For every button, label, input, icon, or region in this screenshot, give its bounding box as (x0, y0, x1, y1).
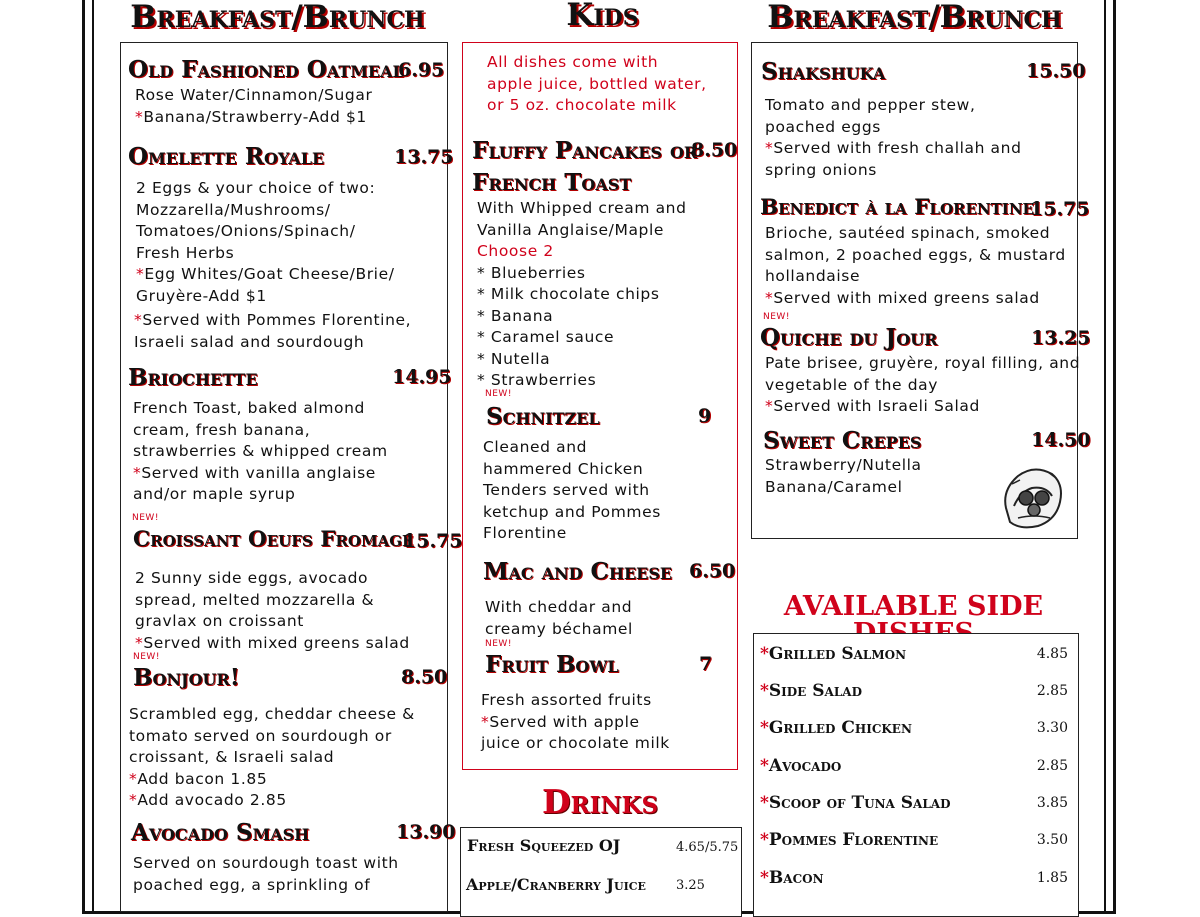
side-name: *Side Salad (760, 681, 862, 701)
item-title-bonjour: Bonjour! (133, 664, 240, 691)
side-dishes-title: AVAILABLE SIDE (783, 591, 1044, 622)
note-line: *Served with apple (481, 712, 640, 731)
intro-line: or 5 oz. chocolate milk (487, 96, 677, 114)
item-desc-avocado-smash (133, 853, 399, 896)
item-price-fruit-bowl: 7 (699, 653, 713, 675)
desc-line: With cheddar and (485, 598, 633, 616)
kids-intro (487, 52, 707, 117)
item-desc-briochette (133, 398, 388, 506)
desc-line: Fresh assorted fruits (481, 691, 652, 709)
item-price-avocado-smash: 13.90 (396, 821, 456, 843)
side-name-text: Bacon (768, 868, 824, 888)
new-badge: NEW! (485, 639, 512, 649)
desc-line: Cleaned and (483, 438, 588, 456)
note-text: Served with apple (489, 712, 640, 731)
option-line: * Banana (477, 306, 554, 325)
new-badge: NEW! (485, 389, 512, 399)
side-row (754, 756, 1078, 780)
side-price: 1.85 (1036, 870, 1068, 886)
desc-line: poached egg, a sprinkling of (133, 875, 371, 894)
item-desc-fruit-bowl (481, 690, 670, 755)
side-price: 3.50 (1036, 832, 1068, 848)
crepe-illustration-icon (1000, 462, 1066, 532)
left-column-header: Breakfast/Brunch (130, 0, 425, 35)
note-line: *Banana/Strawberry-Add $1 (135, 107, 367, 126)
desc-line: hollandaise (765, 267, 861, 285)
side-name-text: Grilled Salmon (768, 644, 907, 664)
intro-line: apple juice, bottled water, (487, 74, 707, 93)
side-name-text: Grilled Chicken (768, 718, 912, 738)
item-desc-bonjour (129, 704, 415, 812)
right-column-header: Breakfast/Brunch (767, 0, 1062, 35)
item-price-croissant: 15.75 (403, 530, 463, 552)
item-price-benedict: 15.75 (1030, 198, 1090, 220)
note-line: Israeli salad and sourdough (134, 332, 365, 351)
note-line: *Served with Pommes Florentine, (134, 311, 412, 329)
desc-line: Florentine (483, 524, 567, 542)
item-desc-schnitzel (483, 437, 661, 545)
side-name: *Grilled Chicken (760, 718, 912, 738)
note-line: *Served with mixed greens salad (135, 633, 410, 652)
desc-line: Brioche, sautéed spinach, smoked (765, 224, 1051, 242)
side-price: 3.85 (1036, 795, 1068, 811)
desc-line: Served on sourdough toast with (133, 854, 399, 872)
item-price-pancakes: 8.50 (691, 139, 738, 161)
option-line: * Milk chocolate chips (477, 285, 660, 303)
side-name: *Bacon (760, 868, 824, 888)
note-line: Gruyère-Add $1 (136, 286, 267, 305)
item-price-shakshuka: 15.50 (1026, 60, 1086, 82)
desc-line: strawberries & whipped cream (133, 442, 388, 460)
note-text: Served with fresh challah and (773, 139, 1022, 157)
side-name: *Pommes Florentine (760, 830, 939, 850)
new-badge: NEW! (763, 312, 790, 322)
item-desc-mac-and-cheese (485, 597, 633, 640)
item-desc-benedict (765, 223, 1066, 309)
item-price-briochette: 14.95 (392, 366, 452, 388)
note-text: Served with vanilla anglaise (141, 463, 376, 482)
note-text: Served with mixed greens salad (773, 288, 1040, 307)
title-line: Fluffy Pancakes or (472, 137, 698, 164)
side-row (754, 644, 1078, 668)
side-price: 2.85 (1036, 683, 1068, 699)
side-name-text: Avocado (768, 756, 842, 776)
item-title-shakshuka: Shakshuka (761, 58, 886, 85)
desc-line: poached eggs (765, 117, 881, 136)
item-title-omelette: Omelette Royale (128, 143, 325, 170)
desc-line: Banana/Caramel (765, 477, 903, 496)
note-line: and/or maple syrup (133, 485, 296, 503)
desc-line: Strawberry/Nutella (765, 456, 922, 474)
note-line: *Add avocado 2.85 (129, 791, 287, 809)
side-name: *Avocado (760, 756, 842, 776)
item-title-briochette: Briochette (128, 364, 258, 391)
side-price: 3.30 (1036, 720, 1068, 736)
item-desc-shakshuka (765, 95, 1022, 181)
desc-line: Vanilla Anglaise/Maple (477, 220, 665, 239)
note-line: spring onions (765, 160, 877, 179)
item-title-quiche: Quiche du Jour (760, 324, 938, 351)
side-name-text: Scoop of Tuna Salad (768, 793, 951, 813)
item-title-croissant: Croissant Oeufs Fromage (133, 527, 414, 552)
side-price: 2.85 (1036, 758, 1068, 774)
intro-line: All dishes come with (487, 53, 659, 71)
note-text: Served with Israeli Salad (773, 397, 980, 415)
side-row (754, 718, 1078, 742)
item-desc-sweet-crepes (765, 455, 922, 498)
note-line: *Served with mixed greens salad (765, 288, 1040, 307)
side-row (754, 830, 1078, 854)
item-desc-pancakes (477, 198, 687, 392)
desc-line: croissant, & Israeli salad (129, 748, 335, 766)
desc-line: Scrambled egg, cheddar cheese & (129, 705, 415, 723)
option-line: * Strawberries (477, 371, 597, 389)
desc-line: Rose Water/Cinnamon/Sugar (135, 86, 373, 104)
note-text: Served with mixed greens salad (143, 633, 410, 652)
item-title-schnitzel: Schnitzel (486, 403, 600, 430)
item-title-oatmeal: Old Fashioned Oatmeal (128, 56, 404, 83)
title-line: French Toast (472, 169, 632, 196)
side-row (754, 793, 1078, 817)
item-desc-croissant (135, 568, 410, 654)
drink-price: 4.65/5.75 (676, 840, 739, 855)
desc-line: vegetable of the day (765, 375, 939, 394)
desc-line: Mozzarella/Mushrooms/ (136, 200, 331, 219)
drinks-title: Drinks (541, 782, 659, 821)
item-desc-quiche (765, 353, 1080, 418)
new-badge: NEW! (132, 513, 159, 523)
item-desc-oatmeal (135, 85, 372, 128)
item-title-mac-and-cheese: Mac and Cheese (483, 558, 673, 585)
side-row (754, 868, 1078, 892)
item-price-oatmeal: 6.95 (398, 59, 445, 81)
side-name-text: Side Salad (768, 681, 862, 701)
note-line: *Served with fresh challah and (765, 139, 1022, 157)
note-text: Egg Whites/Goat Cheese/Brie/ (144, 265, 395, 283)
item-title-sweet-crepes: Sweet Crepes (763, 427, 922, 454)
item-price-omelette: 13.75 (394, 146, 454, 168)
new-badge: NEW! (133, 652, 160, 662)
drink-name: Fresh Squeezed OJ (467, 836, 621, 855)
desc-line: spread, melted mozzarella & (135, 590, 375, 609)
desc-line: French Toast, baked almond (133, 399, 365, 417)
desc-line: gravlax on croissant (135, 612, 304, 630)
desc-line: 2 Eggs & your choice of two: (136, 179, 376, 197)
item-price-bonjour: 8.50 (401, 666, 448, 688)
item-title-fruit-bowl: Fruit Bowl (485, 651, 619, 678)
note-line: *Egg Whites/Goat Cheese/Brie/ (136, 265, 395, 283)
desc-line: cream, fresh banana, (133, 420, 311, 439)
side-name-text: Pommes Florentine (768, 830, 939, 850)
note-line: *Served with vanilla anglaise (133, 463, 376, 482)
desc-line: tomato served on sourdough or (129, 726, 392, 745)
note-line: *Add bacon 1.85 (129, 769, 268, 788)
note-line: *Served with Israeli Salad (765, 397, 980, 415)
note-text: Banana/Strawberry-Add $1 (143, 107, 367, 126)
note-text: Add bacon 1.85 (137, 769, 268, 788)
side-dishes-box (753, 633, 1079, 917)
item-desc-omelette (136, 178, 395, 307)
desc-line: hammered Chicken (483, 459, 644, 478)
middle-column-header: Kids (566, 0, 639, 33)
item-title-pancakes (472, 135, 697, 199)
side-name: *Scoop of Tuna Salad (760, 793, 951, 813)
option-line: * Caramel sauce (477, 328, 615, 346)
desc-line: Tenders served with (483, 481, 650, 499)
desc-line: Pate brisee, gruyère, royal filling, and (765, 354, 1081, 372)
desc-line: With Whipped cream and (477, 199, 687, 217)
choose-label: Choose 2 (477, 242, 554, 260)
option-line: * Nutella (477, 349, 551, 368)
desc-line: Fresh Herbs (136, 243, 235, 262)
side-row (754, 681, 1078, 705)
item-note-omelette (134, 310, 411, 353)
desc-line: Tomatoes/Onions/Spinach/ (136, 222, 356, 240)
desc-line: salmon, 2 poached eggs, & mustard (765, 245, 1066, 264)
item-price-sweet-crepes: 14.50 (1031, 429, 1091, 451)
side-price: 4.85 (1036, 646, 1068, 662)
note-text: Add avocado 2.85 (137, 791, 287, 809)
side-name: *Grilled Salmon (760, 644, 907, 664)
item-price-quiche: 13.25 (1031, 327, 1091, 349)
option-line: * Blueberries (477, 263, 586, 282)
desc-line: 2 Sunny side eggs, avocado (135, 569, 369, 587)
item-title-avocado-smash: Avocado Smash (131, 819, 310, 846)
desc-line: ketchup and Pommes (483, 502, 661, 521)
item-title-benedict: Benedict à la Florentine (760, 195, 1034, 220)
desc-line: Tomato and pepper stew, (765, 96, 976, 114)
drink-name: Apple/Cranberry Juice (466, 875, 646, 894)
item-price-mac-and-cheese: 6.50 (689, 560, 736, 582)
drink-price: 3.25 (676, 878, 705, 893)
note-line: juice or chocolate milk (481, 734, 670, 752)
item-price-schnitzel: 9 (698, 405, 712, 427)
desc-line: creamy béchamel (485, 619, 633, 638)
note-text: Served with Pommes Florentine, (142, 311, 412, 329)
